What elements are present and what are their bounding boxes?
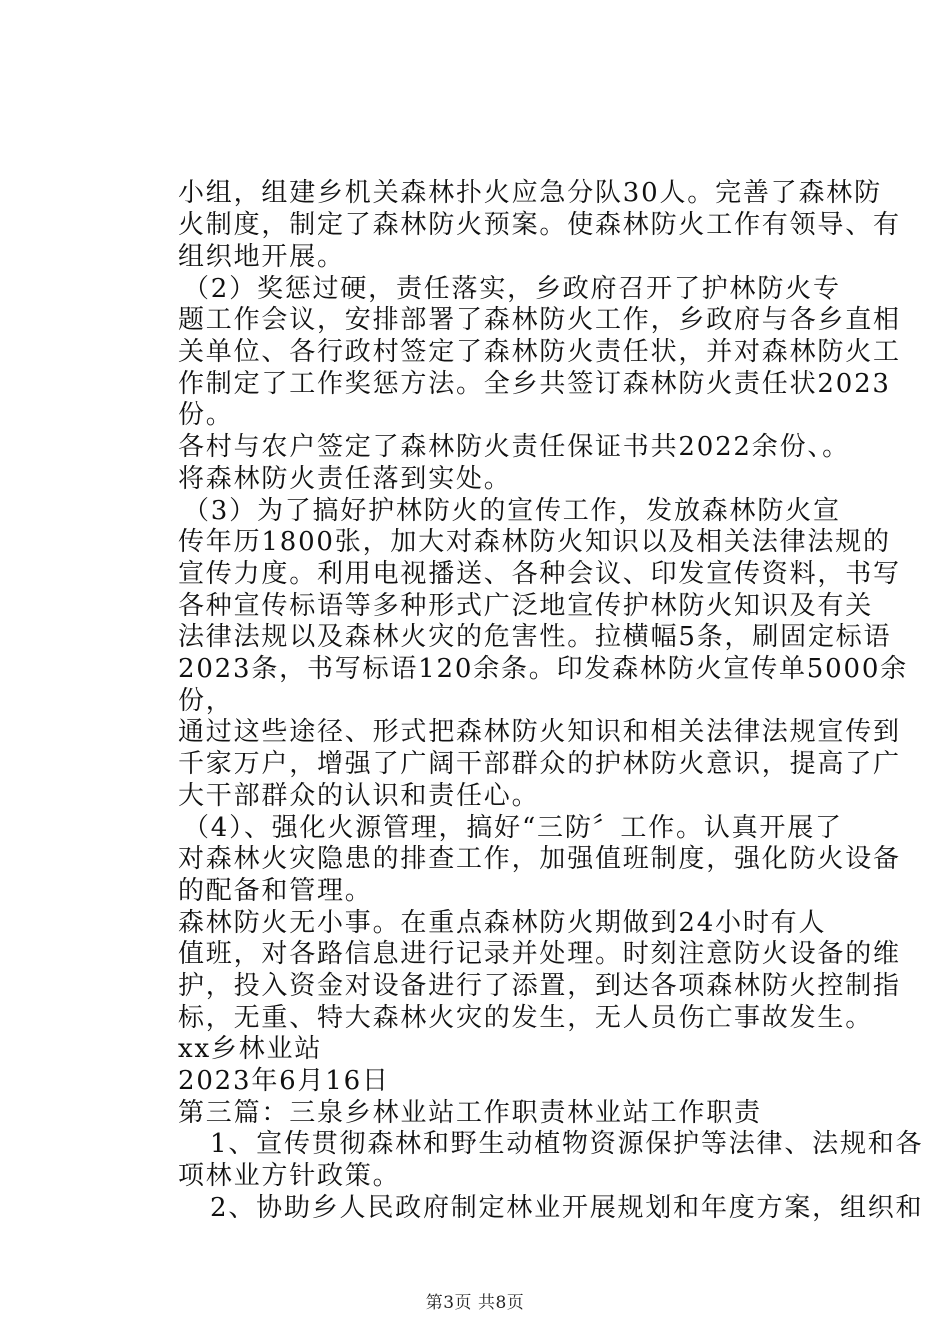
body-text-line: 的配备和管理。 xyxy=(178,876,373,906)
body-text-line: 标，无重、特大森林火灾的发生，无人员伤亡事故发生。 xyxy=(178,1003,874,1033)
signature-date: 2023年6月16日 xyxy=(178,1066,390,1096)
body-text-line: 法律法规以及森林火灾的危害性。拉横幅5条，刷固定标语 xyxy=(178,622,892,652)
body-text-line: （2）奖惩过硬，责任落实，乡政府召开了护林防火专 xyxy=(183,274,841,304)
body-text-line: 火制度，制定了森林防火预案。使森林防火工作有领导、有 xyxy=(178,210,901,240)
body-text-line: 2023条，书写标语120余条。印发森林防火宣传单5000余 xyxy=(178,654,908,684)
body-text-line: 千家万户，增强了广阔干部群众的护林防火意识，提高了广 xyxy=(178,749,901,779)
body-text-line: 对森林火灾隐患的排查工作，加强值班制度，强化防火设备 xyxy=(178,844,901,874)
body-text-line: 1、宣传贯彻森林和野生动植物资源保护等法律、法规和各 xyxy=(210,1129,924,1159)
signature-organization: xx乡林业站 xyxy=(178,1034,323,1064)
body-text-line: 将森林防火责任落到实处。 xyxy=(178,464,512,494)
body-text-line: 各村与农户签定了森林防火责任保证书共2022余份、。 xyxy=(178,432,850,462)
body-text-line: 组织地开展。 xyxy=(178,242,345,272)
body-text-line: 宣传力度。利用电视播送、各种会议、印发宣传资料，书写 xyxy=(178,559,901,589)
body-text-line: 森林防火无小事。在重点森林防火期做到24小时有人 xyxy=(178,908,827,938)
body-text-line: 值班，对各路信息进行记录并处理。时刻注意防火设备的维 xyxy=(178,939,901,969)
body-text-line: 小组，组建乡机关森林扑火应急分队30人。完善了森林防 xyxy=(178,178,882,208)
body-text-line: 份， xyxy=(178,686,234,716)
body-text-line: 通过这些途径、形式把森林防火知识和相关法律法规宣传到 xyxy=(178,717,901,747)
body-text-line: 大干部群众的认识和责任心。 xyxy=(178,781,540,811)
body-text-line: 2、协助乡人民政府制定林业开展规划和年度方案，组织和 xyxy=(210,1193,924,1223)
body-text-line: 各种宣传标语等多种形式广泛地宣传护林防火知识及有关 xyxy=(178,591,874,621)
body-text-line: （4）、强化火源管理，搞好“三防〞工作。认真开展了 xyxy=(183,813,843,843)
body-text-line: 份。 xyxy=(178,400,234,430)
body-text-line: 关单位、各行政村签定了森林防火责任状，并对森林防火工 xyxy=(178,337,901,367)
body-text-line: 题工作会议，安排部署了森林防火工作，乡政府与各乡直相 xyxy=(178,305,901,335)
page-number-footer: 第3页 共8页 xyxy=(425,1293,525,1313)
body-text-line: 项林业方针政策。 xyxy=(178,1161,401,1191)
body-text-line: 护，投入资金对设备进行了添置，到达各项森林防火控制指 xyxy=(178,971,901,1001)
body-text-line: （3）为了搞好护林防火的宣传工作，发放森林防火宣 xyxy=(183,496,841,526)
body-text-line: 作制定了工作奖惩方法。全乡共签订森林防火责任状2023 xyxy=(178,369,891,399)
body-text-line: 传年历1800张，加大对森林防火知识以及相关法律法规的 xyxy=(178,527,891,557)
section-title: 第三篇：三泉乡林业站工作职责林业站工作职责 xyxy=(178,1098,762,1128)
